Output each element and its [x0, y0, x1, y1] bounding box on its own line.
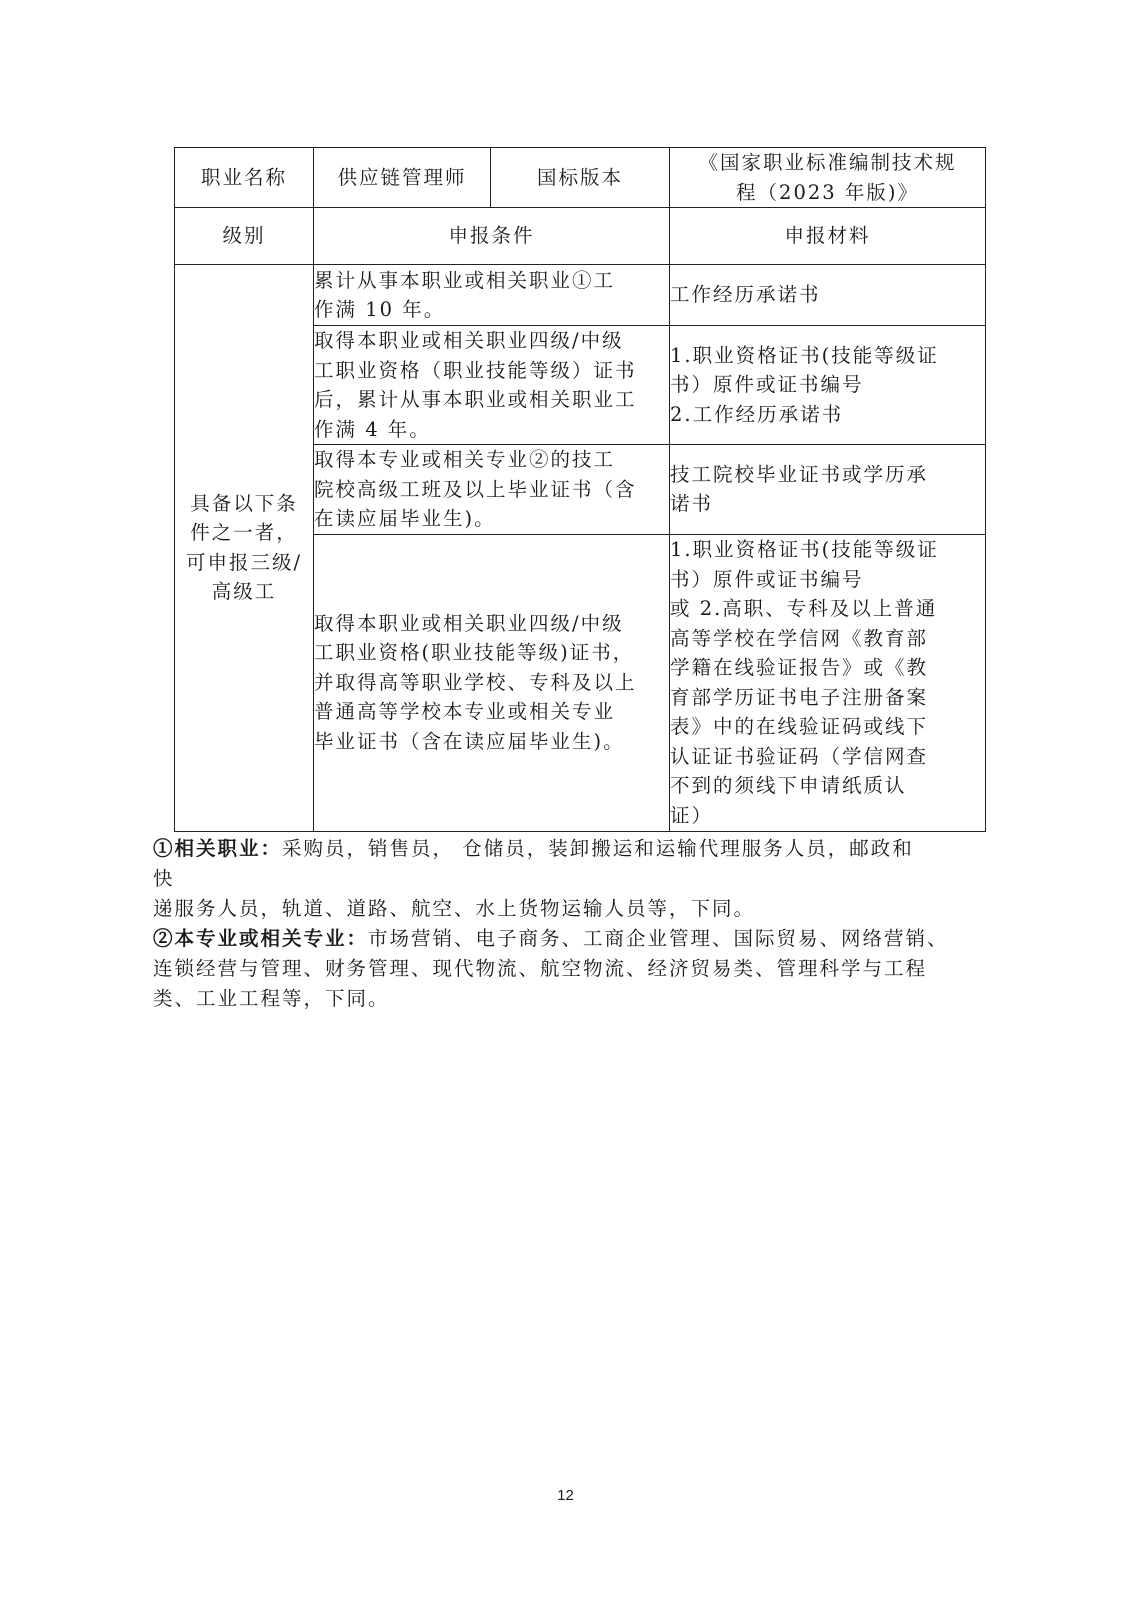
- material-cell: [670, 326, 986, 445]
- condition-line: 工职业资格(职业技能等级)证书，: [314, 641, 635, 665]
- material-line: 或 2.高职、专科及以上普通: [670, 597, 938, 620]
- footnote-text-line: 递服务人员，轨道、道路、航空、水上货物运输人员等，下同。: [153, 897, 756, 920]
- level-cell-line: 具备以下条: [190, 491, 298, 515]
- condition-line: 普通高等学校本专业或相关专业: [314, 700, 616, 724]
- level-cell-line: 高级工: [211, 580, 277, 604]
- material-line: 育部学历证书电子注册备案: [670, 685, 929, 709]
- footnote-label: ①相关职业：: [153, 837, 283, 860]
- condition-cell: [314, 326, 670, 445]
- level-cell-line: 件之一者，: [190, 521, 298, 545]
- material-line: 证）: [670, 803, 714, 827]
- material-line: 表》中的在线验证码或线下: [670, 715, 929, 738]
- material-line: 不到的须线下申请纸质认: [670, 774, 907, 797]
- conditions-column-header: 申报条件: [314, 208, 670, 265]
- material-line: 技工院校毕业证书或学历承: [670, 462, 929, 486]
- footnote-related-occupations: [153, 834, 983, 864]
- footnote-text-line: 类、工业工程等，下同。: [153, 987, 390, 1010]
- condition-line: 作满 4 年。: [314, 417, 431, 441]
- header-row: [175, 148, 986, 208]
- condition-cell: [314, 534, 670, 831]
- condition-line: 毕业证书（含在读应届毕业生)。: [314, 729, 625, 753]
- condition-line: 取得本职业或相关职业四级/中级: [314, 329, 624, 352]
- level-cell-line: 可申报三级/: [185, 550, 303, 574]
- page-number: 12: [557, 1487, 574, 1504]
- level-column-header: 级别: [175, 208, 314, 265]
- table-row: [175, 265, 986, 326]
- material-line: 认证证书验证码（学信网查: [670, 744, 929, 768]
- standard-version-label: 国标版本: [491, 148, 670, 208]
- footnote-related-majors: [153, 924, 983, 954]
- material-line: 2.工作经历承诺书: [670, 402, 844, 426]
- column-header-row: [175, 208, 986, 265]
- footnote-text-line: 连锁经营与管理、财务管理、现代物流、航空物流、经济贸易类、管理科学与工程: [153, 957, 928, 980]
- condition-line: 作满 10 年。: [314, 298, 446, 321]
- footnote-text: 采购员，销售员， 仓储员，装卸搬运和运输代理服务人员，邮政和: [282, 837, 914, 860]
- material-cell: [670, 445, 986, 535]
- condition-line: 取得本专业或相关专业②的技工: [314, 448, 616, 471]
- footnote-text-line: 快: [153, 867, 175, 890]
- material-line: 高等学校在学信网《教育部: [670, 626, 929, 650]
- standard-version-line: 程（2023 年版)》: [736, 180, 919, 204]
- material-cell: [670, 534, 986, 831]
- condition-line: 在读应届毕业生)。: [314, 507, 496, 530]
- material-line: 书）原件或证书编号: [670, 373, 864, 397]
- standard-version-line: 《国家职业标准编制技术规: [698, 151, 957, 174]
- material-line: 1.职业资格证书(技能等级证: [670, 343, 939, 367]
- condition-line: 工职业资格（职业技能等级）证书: [314, 358, 637, 382]
- condition-cell: [314, 265, 670, 326]
- level-cell: [175, 265, 314, 832]
- condition-line: 院校高级工班及以上毕业证书（含: [314, 477, 637, 501]
- qualification-table: [174, 147, 986, 832]
- condition-cell: [314, 445, 670, 535]
- footnote-text: 市场营销、电子商务、工商企业管理、国际贸易、网络营销、: [368, 927, 949, 950]
- material-line: 书）原件或证书编号: [670, 567, 864, 591]
- occupation-name-value: 供应链管理师: [314, 148, 491, 208]
- material-line: 工作经历承诺书: [670, 283, 821, 307]
- condition-line: 累计从事本职业或相关职业①工: [314, 268, 616, 292]
- condition-line: 后，累计从事本职业或相关职业工: [314, 388, 637, 411]
- standard-version-value: [670, 148, 986, 208]
- occupation-name-label: 职业名称: [175, 148, 314, 208]
- footnote-label: ②本专业或相关专业：: [153, 927, 369, 950]
- material-cell: [670, 265, 986, 326]
- material-line: 学籍在线验证报告》或《教: [670, 656, 929, 679]
- condition-line: 取得本职业或相关职业四级/中级: [314, 611, 624, 635]
- condition-line: 并取得高等职业学校、专科及以上: [314, 670, 637, 694]
- material-line: 1.职业资格证书(技能等级证: [670, 538, 939, 561]
- footnotes: [153, 834, 983, 1014]
- materials-column-header: 申报材料: [670, 208, 986, 265]
- material-line: 诺书: [670, 492, 714, 516]
